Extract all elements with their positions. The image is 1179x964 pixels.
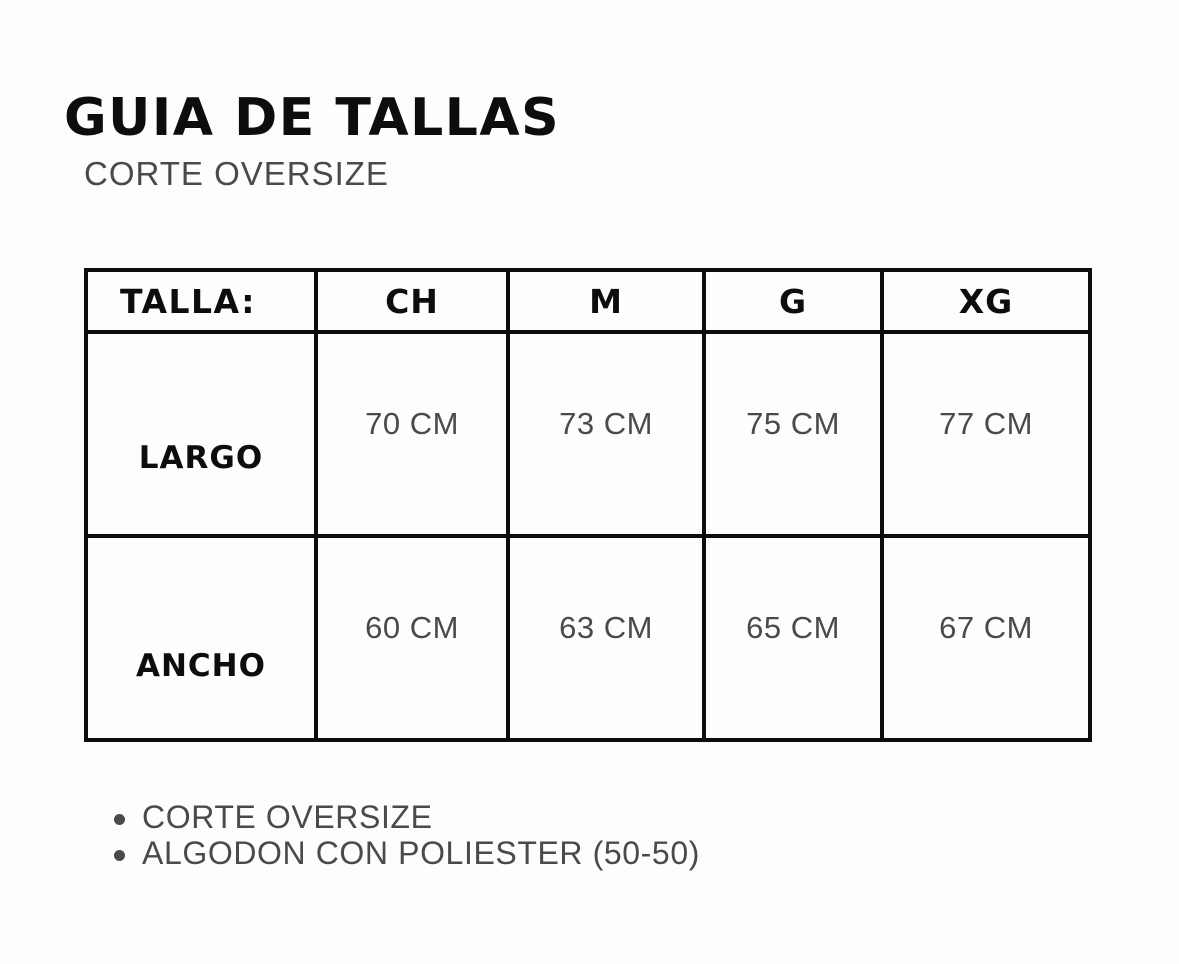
- table-row: [86, 332, 1090, 536]
- bullet-icon: [114, 850, 125, 861]
- cell-ancho-g: 65 CM: [704, 536, 882, 740]
- row-label-ancho: ANCHO: [86, 536, 316, 740]
- note-text: ALGODON CON POLIESTER (50-50): [142, 834, 700, 871]
- table-header-row: [86, 270, 1090, 332]
- notes-list-container: [96, 800, 996, 872]
- notes-list: [96, 800, 996, 872]
- header-cell-g: G: [704, 270, 882, 332]
- page-subtitle: CORTE OVERSIZE: [84, 155, 389, 192]
- header-cell-ch: CH: [316, 270, 508, 332]
- size-table-container: [84, 268, 1088, 742]
- cell-ancho-m: 63 CM: [508, 536, 704, 740]
- cell-largo-xg: 77 CM: [882, 332, 1090, 536]
- cell-largo-ch: 70 CM: [316, 332, 508, 536]
- cell-ancho-xg: 67 CM: [882, 536, 1090, 740]
- header-cell-xg: XG: [882, 270, 1090, 332]
- cell-largo-g: 75 CM: [704, 332, 882, 536]
- cell-ancho-ch: 60 CM: [316, 536, 508, 740]
- header-cell-talla: TALLA:: [86, 270, 316, 332]
- list-item: [96, 800, 996, 836]
- header-cell-m: M: [508, 270, 704, 332]
- bullet-icon: [114, 814, 125, 825]
- list-item: [96, 836, 996, 872]
- size-table: [84, 268, 1092, 742]
- row-label-largo: LARGO: [86, 332, 316, 536]
- note-text: CORTE OVERSIZE: [142, 799, 433, 835]
- table-row: [86, 536, 1090, 740]
- cell-largo-m: 73 CM: [508, 332, 704, 536]
- page-title: GUIA DE TALLAS: [64, 88, 561, 148]
